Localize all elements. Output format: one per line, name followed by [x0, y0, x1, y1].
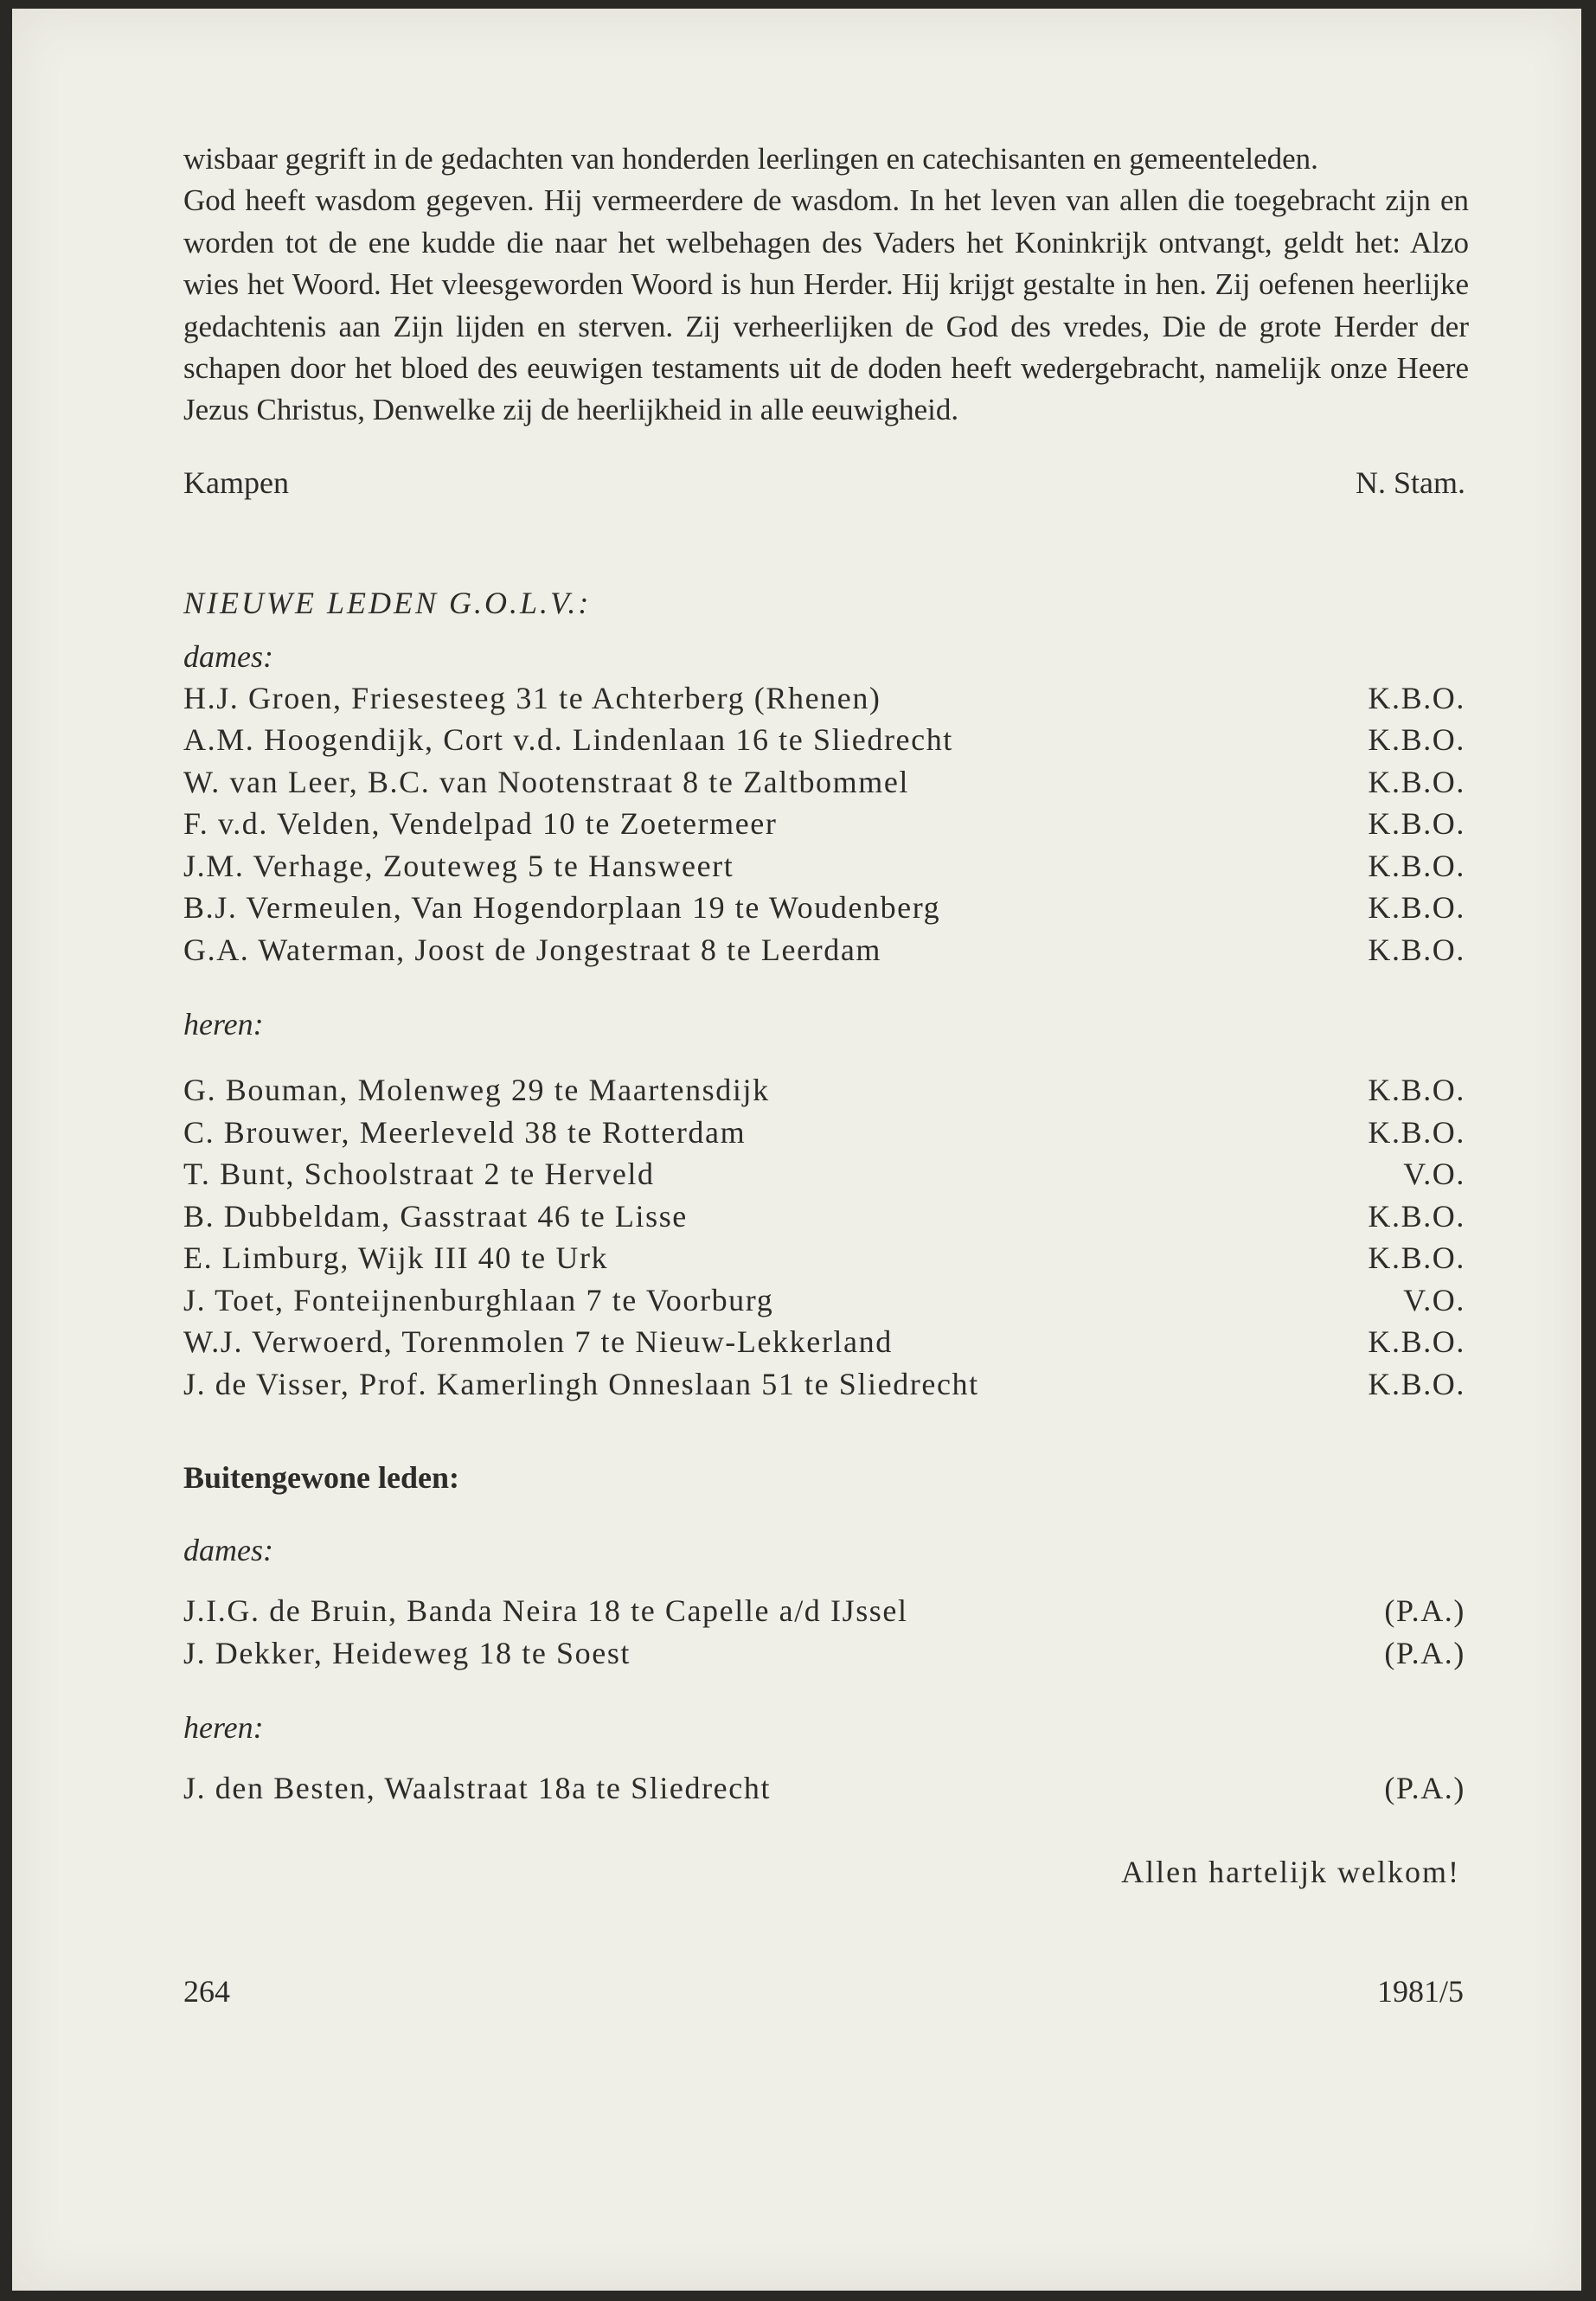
page-sheet: [12, 9, 1581, 2291]
member-affiliation-code: K.B.O.: [1368, 1198, 1465, 1234]
member-name-address: B.J. Vermeulen, Van Hogendorplaan 19 te Woudenberg: [183, 890, 941, 926]
member-name-address: B. Dubbeldam, Gasstraat 46 te Lisse: [183, 1198, 688, 1234]
member-entry: [183, 1321, 1469, 1363]
member-affiliation-code: K.B.O.: [1368, 1324, 1465, 1360]
welcome-text: Allen hartelijk welkom!: [1121, 1854, 1460, 1889]
signature-row: [183, 461, 1469, 504]
member-affiliation-code: K.B.O.: [1368, 890, 1465, 926]
member-name-address: W.J. Verwoerd, Torenmolen 7 te Nieuw-Lekkerland: [183, 1324, 893, 1360]
member-entry: [183, 845, 1469, 888]
member-entry: [183, 1069, 1469, 1112]
extra-members-heading: Buitengewone leden:: [183, 1460, 459, 1496]
issue-number: 1981/5: [1376, 1973, 1464, 2009]
member-affiliation-code: K.B.O.: [1368, 764, 1465, 799]
member-affiliation-code: V.O.: [1403, 1282, 1465, 1317]
member-name-address: G.A. Waterman, Joost de Jongestraat 8 te Leerdam: [183, 932, 882, 967]
member-name-address: J. Dekker, Heideweg 18 te Soest: [183, 1635, 631, 1670]
member-affiliation-code: K.B.O.: [1368, 1073, 1465, 1108]
member-affiliation-code: K.B.O.: [1368, 1366, 1465, 1401]
member-affiliation-code: K.B.O.: [1368, 932, 1465, 967]
page-content: [183, 138, 1469, 2012]
group-label-dames: dames:: [183, 1533, 273, 1568]
member-name-address: C. Brouwer, Meerleveld 38 te Rotterdam: [183, 1114, 747, 1150]
member-list-extra-dames: [183, 1590, 1469, 1674]
member-affiliation-code: V.O.: [1403, 1157, 1465, 1192]
member-affiliation-code: K.B.O.: [1368, 848, 1465, 883]
member-list-extra-heren: [183, 1767, 1469, 1810]
member-entry: [183, 761, 1469, 804]
member-entry: [183, 803, 1469, 845]
member-affiliation-code: (P.A.): [1384, 1635, 1465, 1670]
member-affiliation-code: K.B.O.: [1368, 1240, 1465, 1276]
member-entry: [183, 1237, 1469, 1279]
paragraph: God heeft wasdom gegeven. Hij vermeerdere de wasdom. In het leven van allen die toegebracht zijn en worden tot de ene kudde die naar het welbehagen des Vaders het Koninkrijk ontvangt, geldt het: Alzo wies het Woord. Het vleesgeworden Woord is hun Herder. Hij krijgt gestalte in hen. Zij oefenen heerlijke gedachtenis aan Zijn lijden en sterven. Zij verheerlijken de God des vredes, Die de grote Herder der schapen door het bloed des eeuwigen testaments uit de doden heeft wedergebracht, namelijk onze Heere Jezus Christus, Denwelke zij de heerlijkheid in alle eeuwigheid.: [183, 183, 1469, 427]
member-name-address: J. den Besten, Waalstraat 18a te Sliedrecht: [183, 1771, 772, 1806]
member-name-address: G. Bouman, Molenweg 29 te Maartensdijk: [183, 1073, 770, 1108]
member-entry: [183, 929, 1469, 971]
member-affiliation-code: (P.A.): [1384, 1593, 1465, 1629]
member-affiliation-code: K.B.O.: [1368, 722, 1465, 758]
member-entry: [183, 1153, 1469, 1195]
page-footer: [183, 1971, 1469, 2012]
member-name-address: W. van Leer, B.C. van Nootenstraat 8 te Zaltbommel: [183, 764, 910, 799]
member-entry: [183, 887, 1469, 929]
member-affiliation-code: (P.A.): [1384, 1771, 1465, 1806]
member-name-address: E. Limburg, Wijk III 40 te Urk: [183, 1240, 609, 1276]
member-name-address: H.J. Groen, Friesesteeg 31 te Achterberg (Rhenen): [183, 680, 881, 715]
group-label-heren: heren:: [183, 1007, 264, 1042]
member-name-address: J. Toet, Fonteijnenburghlaan 7 te Voorburg: [183, 1282, 774, 1317]
member-affiliation-code: K.B.O.: [1368, 806, 1465, 842]
group-label-dames: dames:: [183, 638, 273, 674]
member-name-address: A.M. Hoogendijk, Cort v.d. Lindenlaan 16 te Sliedrecht: [183, 722, 953, 758]
member-name-address: J.M. Verhage, Zouteweg 5 te Hansweert: [183, 848, 734, 883]
group-label-heren: heren:: [183, 1710, 264, 1746]
article-text: [183, 138, 1469, 432]
member-entry: [183, 1195, 1469, 1238]
member-entry: [183, 1279, 1469, 1322]
member-name-address: T. Bunt, Schoolstraat 2 te Herveld: [183, 1157, 655, 1192]
member-entry: [183, 677, 1469, 720]
member-entry: [183, 1363, 1469, 1406]
member-entry: [183, 1112, 1469, 1154]
member-name-address: F. v.d. Velden, Vendelpad 10 te Zoetermeer: [183, 806, 778, 842]
paragraph: wisbaar gegrift in de gedachten van honderden leerlingen en catechisanten en gemeenteleden.: [183, 142, 1318, 176]
member-name-address: J. de Visser, Prof. Kamerlingh Onneslaan 51 te Sliedrecht: [183, 1366, 979, 1401]
member-affiliation-code: K.B.O.: [1368, 680, 1465, 715]
member-list-new-heren: [183, 1069, 1469, 1405]
place: Kampen: [183, 465, 289, 500]
page-number: 264: [183, 1973, 230, 2009]
member-entry: [183, 1632, 1469, 1675]
new-members-heading: NIEUWE LEDEN G.O.L.V.:: [183, 585, 592, 620]
author: N. Stam.: [1355, 465, 1465, 500]
member-affiliation-code: K.B.O.: [1368, 1114, 1465, 1150]
member-list-new-dames: [183, 677, 1469, 971]
member-entry: [183, 1590, 1469, 1632]
member-entry: [183, 719, 1469, 761]
member-name-address: J.I.G. de Bruin, Banda Neira 18 te Capelle a/d IJssel: [183, 1593, 908, 1629]
member-entry: [183, 1767, 1469, 1810]
